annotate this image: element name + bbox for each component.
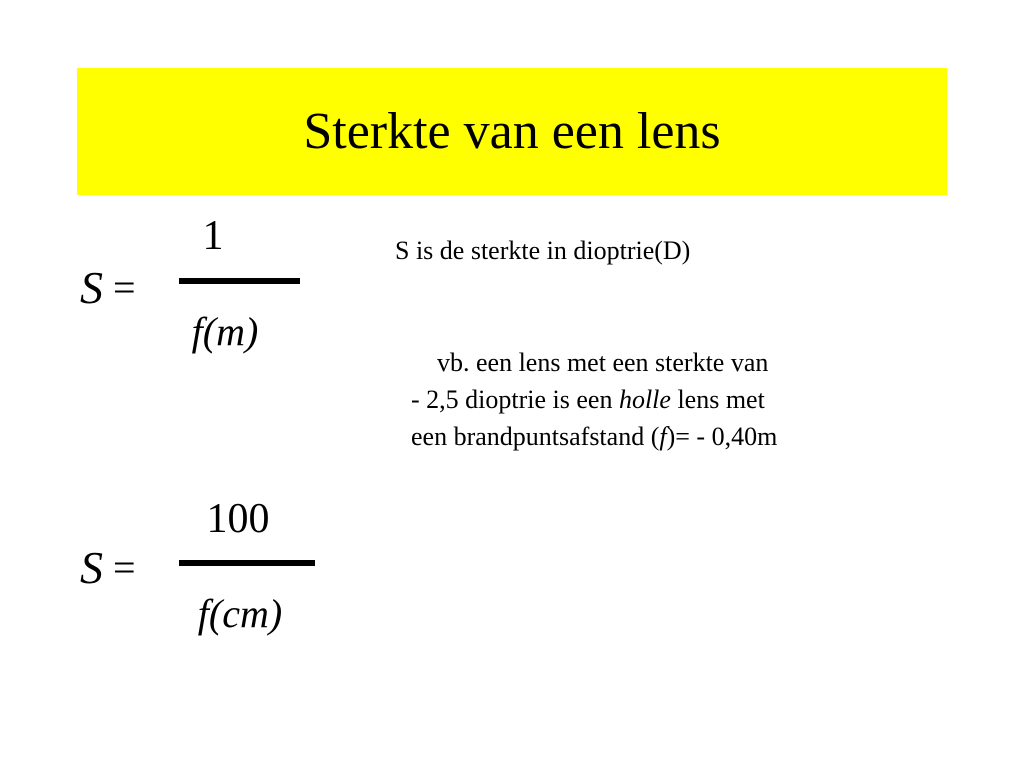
example-text: vb. een lens met een sterkte van	[437, 348, 769, 377]
example-emphasis: holle	[618, 385, 671, 414]
example-line	[390, 381, 950, 418]
example-emphasis: f	[659, 422, 667, 451]
definition-text: S is de sterkte in dioptrie(D)	[395, 236, 691, 265]
example-text: een brandpuntsafstand (	[411, 422, 660, 451]
example-paragraph	[390, 344, 950, 455]
fraction-bar	[179, 560, 315, 566]
formula-numerator: 100	[206, 496, 270, 542]
formula-denominator: f(cm)	[197, 591, 283, 636]
formula-numerator: 1	[202, 213, 224, 259]
formula-denominator: f(m)	[191, 309, 259, 354]
formula-lhs-variable: S	[80, 262, 103, 313]
formula-equals-sign: =	[113, 545, 136, 590]
example-text: )= - 0,40m	[666, 422, 778, 451]
formula-lhs-variable: S	[80, 542, 103, 593]
slide-title: Sterkte van een lens	[303, 102, 721, 160]
formula-equals-sign: =	[113, 265, 136, 310]
example-line	[390, 344, 950, 381]
example-text: - 2,5 dioptrie is een	[411, 385, 619, 414]
example-line	[390, 418, 950, 455]
example-text: lens met	[670, 385, 765, 414]
